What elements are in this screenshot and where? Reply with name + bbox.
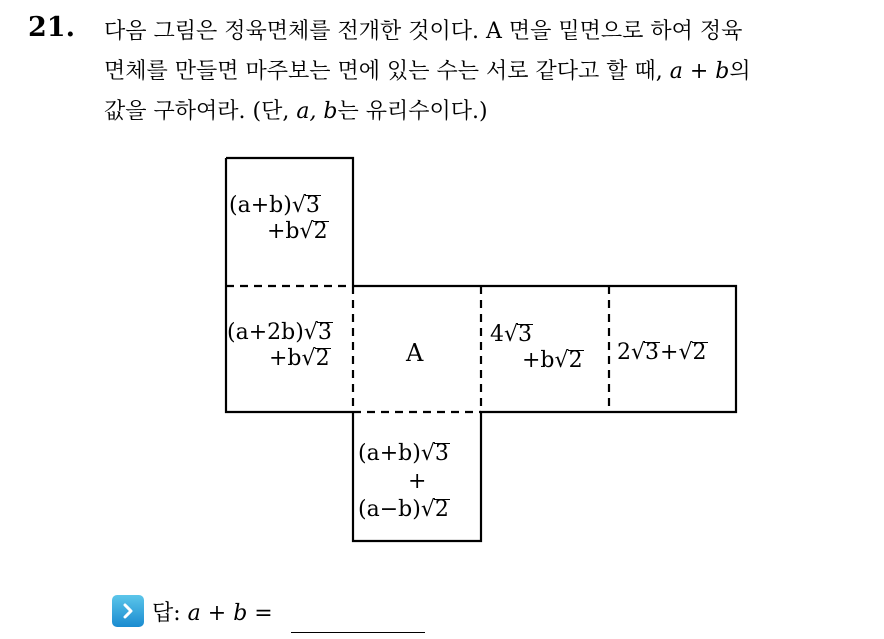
bottom-face: (a+b)√3 + (a−b)√2 bbox=[358, 441, 449, 522]
right-face-1: 4√3 +b√2 bbox=[490, 322, 583, 373]
top-face: (a+b)√3 +b√2 bbox=[229, 193, 328, 244]
question-line-3: 값을 구하여라. (단, a, b는 유리수이다.) bbox=[104, 99, 488, 124]
answer-label: 답: a + b = bbox=[152, 600, 273, 626]
left-face: (a+2b)√3 +b√2 bbox=[227, 320, 332, 371]
question-line-1: 다음 그림은 정육면체를 전개한 것이다. A 면을 밑면으로 하여 정육 bbox=[104, 19, 743, 44]
chevron-right-icon bbox=[112, 595, 144, 627]
center-face-a: A bbox=[406, 339, 424, 367]
answer-blank[interactable] bbox=[291, 610, 425, 633]
question-number: 21. bbox=[28, 12, 75, 43]
right-face-2: 2√3+√2 bbox=[617, 340, 707, 365]
question-line-2: 면체를 만들면 마주보는 면에 있는 수는 서로 같다고 할 때, a + b의 bbox=[104, 59, 751, 84]
answer-row bbox=[112, 595, 425, 627]
